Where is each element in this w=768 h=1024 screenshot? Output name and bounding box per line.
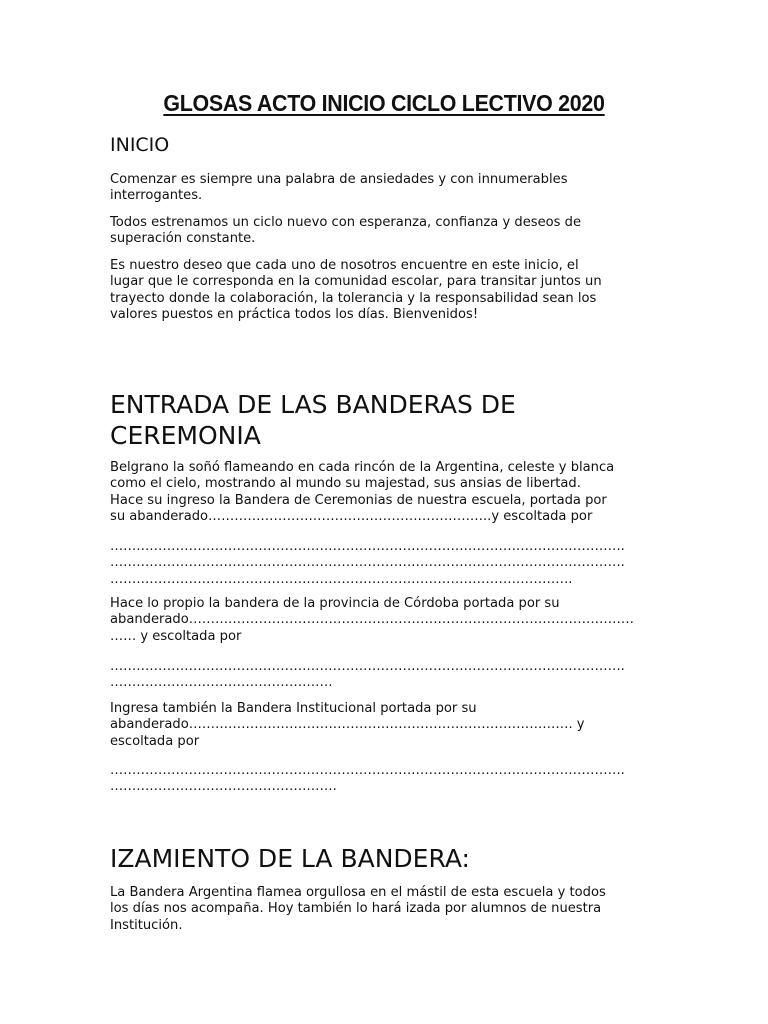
text-line: …… y escoltada por [110, 628, 242, 644]
heading-line: CEREMONIA [110, 421, 261, 450]
text-line: Belgrano la soñó flameando en cada rincón de la Argentina, celeste y blanca [110, 460, 615, 475]
text-line: su abanderado………………………………………………………..y escoltada por [110, 508, 593, 524]
heading-line: ENTRADA DE LAS BANDERAS DE [110, 390, 516, 419]
document-title: GLOSAS ACTO INICIO CICLO LECTIVO 2020 [163, 90, 605, 116]
text-line: Comenzar es siempre una palabra de ansiedades y con innumerables [110, 172, 568, 187]
text-line: como el cielo, mostrando al mundo su majestad, sus ansias de libertad. [110, 476, 581, 492]
text-line: Hace lo propio la bandera de la provincia de Córdoba portada por su [110, 596, 560, 611]
dotted-line: ……………………………………………………………………………………………. [110, 571, 573, 587]
paragraph-entrada-1 [110, 460, 658, 525]
dotted-line: ………………………………………………………………………………………………………. [110, 763, 625, 778]
paragraph-inicio-2 [110, 215, 658, 248]
paragraph-izamiento-1 [110, 885, 658, 934]
text-line: trayecto donde la colaboración, la tolerancia y la responsabilidad sean los [110, 290, 597, 306]
text-line: abanderado……………………………………………………………………………. y [110, 717, 585, 733]
paragraph-inicio-1 [110, 172, 658, 205]
text-line: abanderado………………………………………………………………………………………… [110, 612, 634, 628]
text-line: los días nos acompaña. Hoy también lo hará izada por alumnos de nuestra [110, 901, 602, 917]
dotted-line: ………………………………………………………………………………………………………. [110, 555, 625, 571]
text-line: La Bandera Argentina flamea orgullosa en el mástil de esta escuela y todos [110, 885, 606, 900]
text-line: Es nuestro deseo que cada uno de nosotros encuentre en este inicio, el [110, 258, 579, 273]
text-line: Todos estrenamos un ciclo nuevo con esperanza, confianza y deseos de [110, 215, 582, 230]
text-line: valores puestos en práctica todos los días. Bienvenidos! [110, 306, 479, 322]
dotted-lines-cordoba-escoltas [110, 659, 658, 692]
section-heading-inicio: INICIO [110, 134, 170, 156]
text-line: superación constante. [110, 231, 256, 247]
dotted-lines-entrada-escoltas [110, 539, 658, 588]
text-line: escoltada por [110, 733, 200, 749]
text-line: Hace su ingreso la Bandera de Ceremonias de nuestra escuela, portada por [110, 492, 607, 508]
paragraph-entrada-cordoba [110, 596, 658, 645]
section-heading-izamiento: IZAMIENTO DE LA BANDERA: [110, 844, 470, 873]
section-heading-entrada [110, 389, 516, 451]
text-line: lugar que le corresponda en la comunidad escolar, para transitar juntos un [110, 274, 602, 290]
dotted-line: ……………………………………………. [110, 779, 337, 795]
paragraph-inicio-3 [110, 258, 658, 323]
paragraph-entrada-institucional [110, 701, 658, 750]
dotted-line: ………………………………………………………………………………………………………. [110, 539, 625, 554]
dotted-lines-institucional-escoltas [110, 763, 658, 796]
dotted-line: ………………………………………………………………………………………………………. [110, 659, 625, 674]
text-line: interrogantes. [110, 188, 203, 204]
dotted-line: …………………………………………… [110, 675, 333, 691]
text-line: Ingresa también la Bandera Institucional portada por su [110, 701, 477, 716]
text-line: Institución. [110, 917, 183, 933]
